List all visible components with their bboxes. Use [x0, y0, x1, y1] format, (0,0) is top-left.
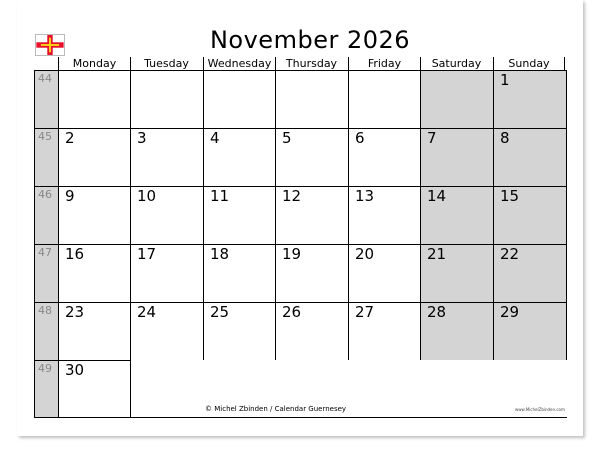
day-cell	[348, 70, 420, 128]
weekday-header-sunday: Sunday	[493, 57, 565, 70]
day-cell: 24	[130, 302, 203, 360]
day-cell: 26	[275, 302, 348, 360]
calendar-grid	[34, 70, 567, 417]
grid-bottom-border	[34, 417, 567, 418]
day-cell: 15	[493, 186, 567, 244]
day-cell: 3	[130, 128, 203, 186]
day-cell: 8	[493, 128, 567, 186]
footer-site: www.MichelZbinden.com	[515, 407, 565, 412]
day-cell: 12	[275, 186, 348, 244]
day-cell	[203, 70, 275, 128]
weekday-header-thursday: Thursday	[275, 57, 347, 70]
day-cell: 17	[130, 244, 203, 302]
week-number: 49	[34, 360, 58, 418]
footer-credit-text: Michel Zbinden / Calendar Guernesey	[214, 405, 347, 413]
weekday-header-friday: Friday	[348, 57, 420, 70]
day-cell: 21	[420, 244, 493, 302]
day-cell: 22	[493, 244, 567, 302]
day-cell: 4	[203, 128, 275, 186]
weekday-header-wednesday: Wednesday	[203, 57, 275, 70]
week-number: 46	[34, 186, 58, 244]
day-cell	[275, 70, 348, 128]
day-cell: 29	[493, 302, 567, 360]
day-cell: 13	[348, 186, 420, 244]
day-cell: 27	[348, 302, 420, 360]
day-cell: 16	[58, 244, 130, 302]
day-cell: 2	[58, 128, 130, 186]
footer-credit	[205, 405, 346, 413]
week-number: 47	[34, 244, 58, 302]
day-cell: 5	[275, 128, 348, 186]
day-cell: 18	[203, 244, 275, 302]
day-cell: 25	[203, 302, 275, 360]
day-cell: 1	[493, 70, 567, 128]
day-cell: 28	[420, 302, 493, 360]
day-cell: 20	[348, 244, 420, 302]
day-cell: 30	[58, 360, 130, 418]
day-cell: 14	[420, 186, 493, 244]
day-cell: 23	[58, 302, 130, 360]
empty-area	[130, 360, 567, 418]
day-cell	[420, 70, 493, 128]
copyright-icon: ©	[205, 405, 212, 413]
calendar-title: November 2026	[209, 26, 411, 54]
weekday-header-monday: Monday	[58, 57, 130, 70]
week-number: 48	[34, 302, 58, 360]
day-cell: 10	[130, 186, 203, 244]
day-cell: 9	[58, 186, 130, 244]
day-cell: 6	[348, 128, 420, 186]
week-number: 44	[34, 70, 58, 128]
day-cell: 7	[420, 128, 493, 186]
day-cell	[130, 70, 203, 128]
weekday-header-saturday: Saturday	[420, 57, 492, 70]
guernsey-flag-icon	[35, 34, 65, 56]
day-cell: 11	[203, 186, 275, 244]
day-cell: 19	[275, 244, 348, 302]
day-cell	[58, 70, 130, 128]
week-number: 45	[34, 128, 58, 186]
weekday-header-tuesday: Tuesday	[130, 57, 202, 70]
